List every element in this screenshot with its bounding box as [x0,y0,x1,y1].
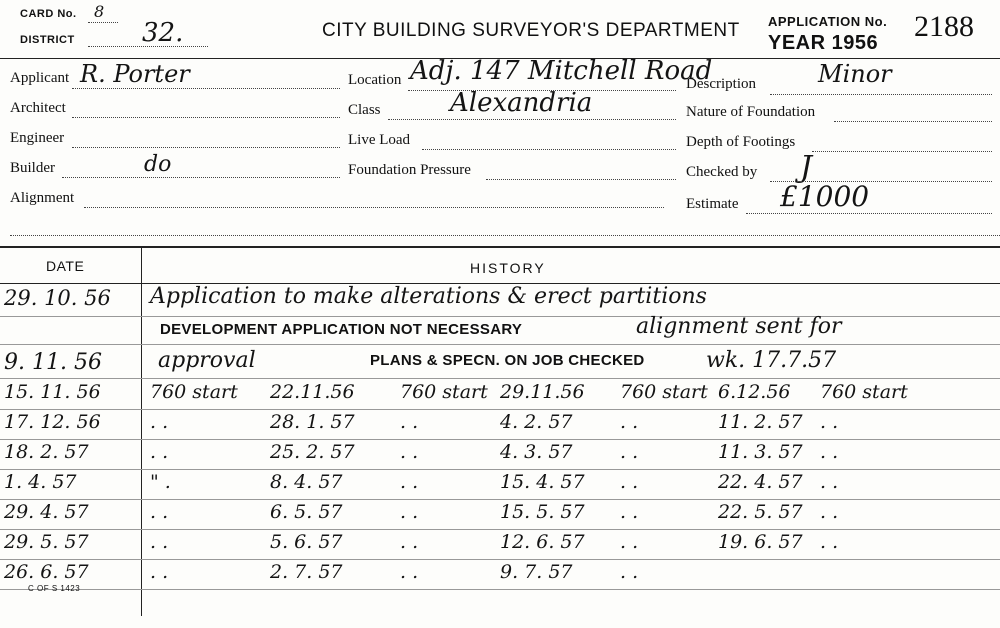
history-cell: . . [620,531,639,553]
history-cell: . . [620,501,639,523]
history-cell: . . [400,501,419,523]
architect-line [72,117,340,118]
class-label: Class [348,102,381,118]
history-cell: . . [820,441,839,463]
builder-value: do [144,152,172,177]
form-code: C OF S 1423 [28,584,81,593]
history-cell: 15. 4. 57 [500,471,585,493]
history-rule-1 [0,316,1000,317]
history-rule [0,499,1000,500]
history-cell: 4. 3. 57 [500,441,573,463]
applicant-line [72,88,340,89]
district-value: 32. [142,18,184,48]
history-cell: 22. 4. 57 [718,471,803,493]
history-top-rule [0,246,1000,248]
description-value: Minor [818,60,892,88]
year-label: YEAR 1956 [768,32,879,54]
plans-checked-stamp: PLANS & SPECN. ON JOB CHECKED [370,352,645,369]
history-entry-2: alignment sent for [636,314,842,339]
history-cell: 9. 7. 57 [500,561,573,583]
checked-by-label: Checked by [686,164,758,180]
foundation-pressure-label: Foundation Pressure [348,162,471,178]
description-label: Description [686,76,756,92]
builder-line [62,177,340,178]
estimate-value: £1000 [780,180,870,213]
history-date-6: 18. 2. 57 [4,441,89,463]
history-cell: . . [820,471,839,493]
history-rule [0,559,1000,560]
application-no-label: APPLICATION No. [768,14,888,29]
history-cell: . . [150,441,169,463]
history-rule [0,589,1000,590]
history-cell: 2. 7. 57 [270,561,343,583]
history-cell: . . [400,471,419,493]
class-line [388,119,676,120]
history-cell: 12. 6. 57 [500,531,585,553]
history-cell: . . [150,561,169,583]
history-entry-3b: wk. 17.7.57 [706,348,837,373]
nature-of-foundation-line [834,121,992,122]
engineer-line [72,147,340,148]
history-cell: 5. 6. 57 [270,531,343,553]
history-cell: 28. 1. 57 [270,411,355,433]
applicant-value: R. Porter [80,60,190,88]
history-cell: 760 start [400,381,488,403]
history-cell: 11. 2. 57 [718,411,803,433]
history-cell: 11. 3. 57 [718,441,803,463]
nature-of-foundation-label: Nature of Foundation [686,104,816,120]
foundation-pressure-line [486,179,676,180]
history-cell: 760 start [620,381,708,403]
estimate-label: Estimate [686,196,739,212]
history-date-4: 15. 11. 56 [4,381,101,403]
history-cell: . . [620,471,639,493]
live-load-line [422,149,676,150]
development-stamp: DEVELOPMENT APPLICATION NOT NECESSARY [160,321,523,338]
date-column-divider [141,248,142,616]
history-cell: 22. 5. 57 [718,501,803,523]
history-date-9: 29. 5. 57 [4,531,89,553]
history-cell: 4. 2. 57 [500,411,573,433]
depth-of-footings-line [812,151,992,152]
history-cell: 29.11.56 [500,381,585,403]
history-cell: 6.12.56 [718,381,791,403]
district-line [88,46,208,47]
history-header: HISTORY [470,260,546,276]
history-cell: 8. 4. 57 [270,471,343,493]
history-cell: . . [620,441,639,463]
history-cell: 25. 2. 57 [270,441,355,463]
history-date-7: 1. 4. 57 [4,471,77,493]
applicant-label: Applicant [10,70,70,86]
live-load-label: Live Load [348,132,411,148]
history-rule [0,529,1000,530]
history-cell: . . [620,411,639,433]
estimate-line [746,213,992,214]
history-cell: 15. 5. 57 [500,501,585,523]
card-no-value: 8 [94,2,105,21]
date-header: DATE [46,258,85,274]
alignment-label: Alignment [10,190,75,206]
history-cell: . . [820,501,839,523]
architect-label: Architect [10,100,66,116]
history-rule [0,409,1000,410]
history-cell: . . [820,531,839,553]
history-cell: 22.11.56 [270,381,355,403]
history-cell: . . [150,501,169,523]
history-entry-1: Application to make alterations & erect partitions [150,284,707,309]
location-label: Location [348,72,402,88]
history-cell: 6. 5. 57 [270,501,343,523]
history-cell: . . [150,531,169,553]
history-rule [0,439,1000,440]
history-date-5: 17. 12. 56 [4,411,101,433]
history-rule-2 [0,344,1000,345]
history-rule [0,469,1000,470]
depth-of-footings-label: Depth of Footings [686,134,796,150]
department-title: CITY BUILDING SURVEYOR'S DEPARTMENT [322,20,740,41]
alignment-line-2 [10,235,1000,236]
district-label: DISTRICT [20,34,75,46]
history-date-8: 29. 4. 57 [4,501,89,523]
history-cell: . . [400,411,419,433]
history-cell: . . [150,411,169,433]
history-cell: . . [400,561,419,583]
class-value: Alexandria [450,88,593,118]
card-no-label: CARD No. [20,8,77,20]
history-rule-3 [0,378,1000,379]
history-date-3: 9. 11. 56 [4,350,102,375]
history-cell: 19. 6. 57 [718,531,803,553]
history-date-1: 29. 10. 56 [4,286,111,310]
checked-by-value: J [800,150,813,185]
builder-label: Builder [10,160,55,176]
history-cell: . . [820,411,839,433]
alignment-line [84,207,664,208]
history-cell: " . [150,471,171,493]
history-cell: . . [400,441,419,463]
description-line [770,94,992,95]
engineer-label: Engineer [10,130,65,146]
history-entry-3: approval [158,348,256,373]
history-cell: 760 start [820,381,908,403]
location-value: Adj. 147 Mitchell Road [410,56,713,86]
history-cell: . . [400,531,419,553]
application-no-value: 2188 [914,10,974,43]
history-cell: . . [620,561,639,583]
history-date-10: 26. 6. 57 [4,561,89,583]
card-no-line [88,22,118,23]
history-cell: 760 start [150,381,238,403]
